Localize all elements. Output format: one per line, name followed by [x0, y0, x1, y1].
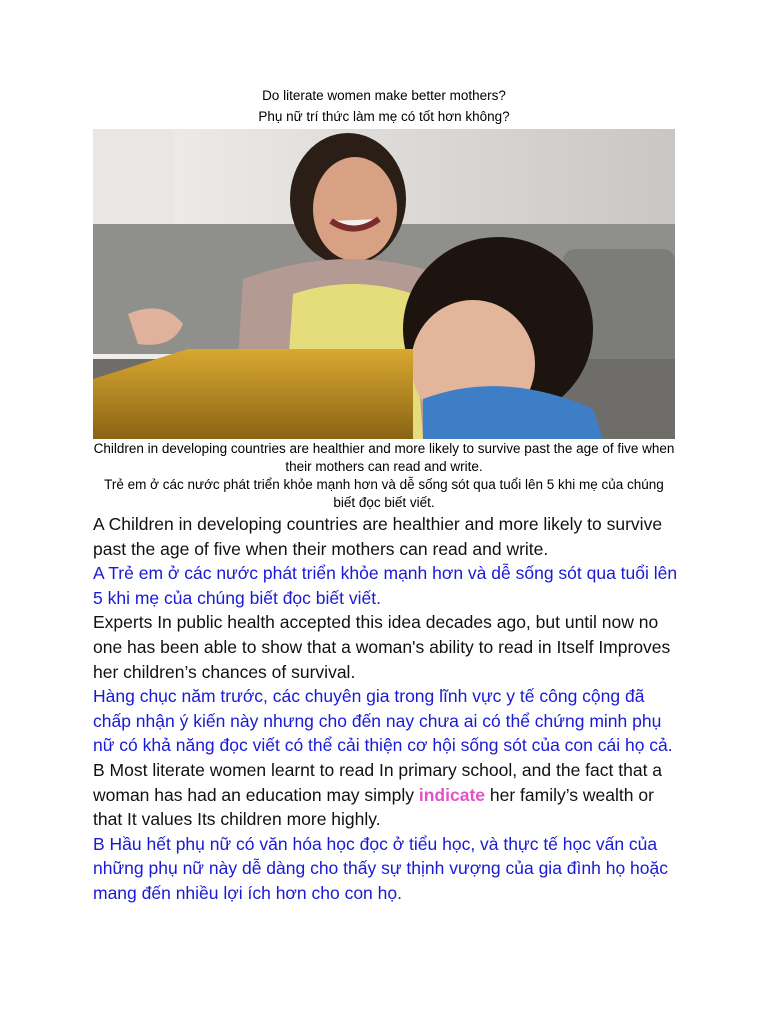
- photo-illustration: [93, 129, 675, 439]
- mother-child-reading-photo: [93, 129, 675, 439]
- title-english: Do literate women make better mothers?: [262, 88, 506, 103]
- photo-caption-english: Children in developing countries are healthier and more likely to survive past the age of five when their mothers can read and write.: [93, 441, 675, 474]
- highlighted-word: indicate: [418, 784, 486, 805]
- article-body: [93, 512, 683, 906]
- title-vietnamese: Phụ nữ trí thức làm mẹ có tốt hơn không?: [258, 109, 510, 124]
- paragraph-b-vietnamese: B Hầu hết phụ nữ có văn hóa học đọc ở tiểu học, và thực tế học vấn của những phụ nữ này dễ dàng cho thấy sự thịnh vượng của gia đình họ hoặc mang đến nhiều lợi ích hơn cho con họ.: [93, 833, 668, 903]
- paragraph-b-english: [93, 758, 683, 832]
- photo-caption-vietnamese: Trẻ em ở các nước phát triển khỏe mạnh hơn và dễ sống sót qua tuổi lên 5 khi mẹ của chúng biết đọc biết viết.: [104, 477, 664, 510]
- paragraph-experts-english: Experts In public health accepted this idea decades ago, but until now no one has been able to show that a woman's ability to read in Itself Improves her children’s chances of survival.: [93, 612, 671, 682]
- paragraph-experts-vietnamese: Hàng chục năm trước, các chuyên gia trong lĩnh vực y tế công cộng đã chấp nhận ý kiến này nhưng cho đến nay chưa ai có thể chứng minh phụ nữ có khả năng đọc viết có thể cải thiện cơ hội sống sót của con cái họ cả.: [93, 686, 673, 756]
- paragraph-b-text-before: B Most literate women learnt to read In primary school, and the fact that a woman has had an education may simply: [93, 759, 663, 805]
- paragraph-b-text-after: her family’s wealth or that It values Its children more highly.: [93, 784, 654, 830]
- paragraph-a-vietnamese: A Trẻ em ở các nước phát triển khỏe mạnh hơn và dễ sống sót qua tuổi lên 5 khi mẹ của chúng biết đọc biết viết.: [93, 563, 678, 608]
- paragraph-a-english: A Children in developing countries are healthier and more likely to survive past the age of five when their mothers can read and write.: [93, 514, 663, 559]
